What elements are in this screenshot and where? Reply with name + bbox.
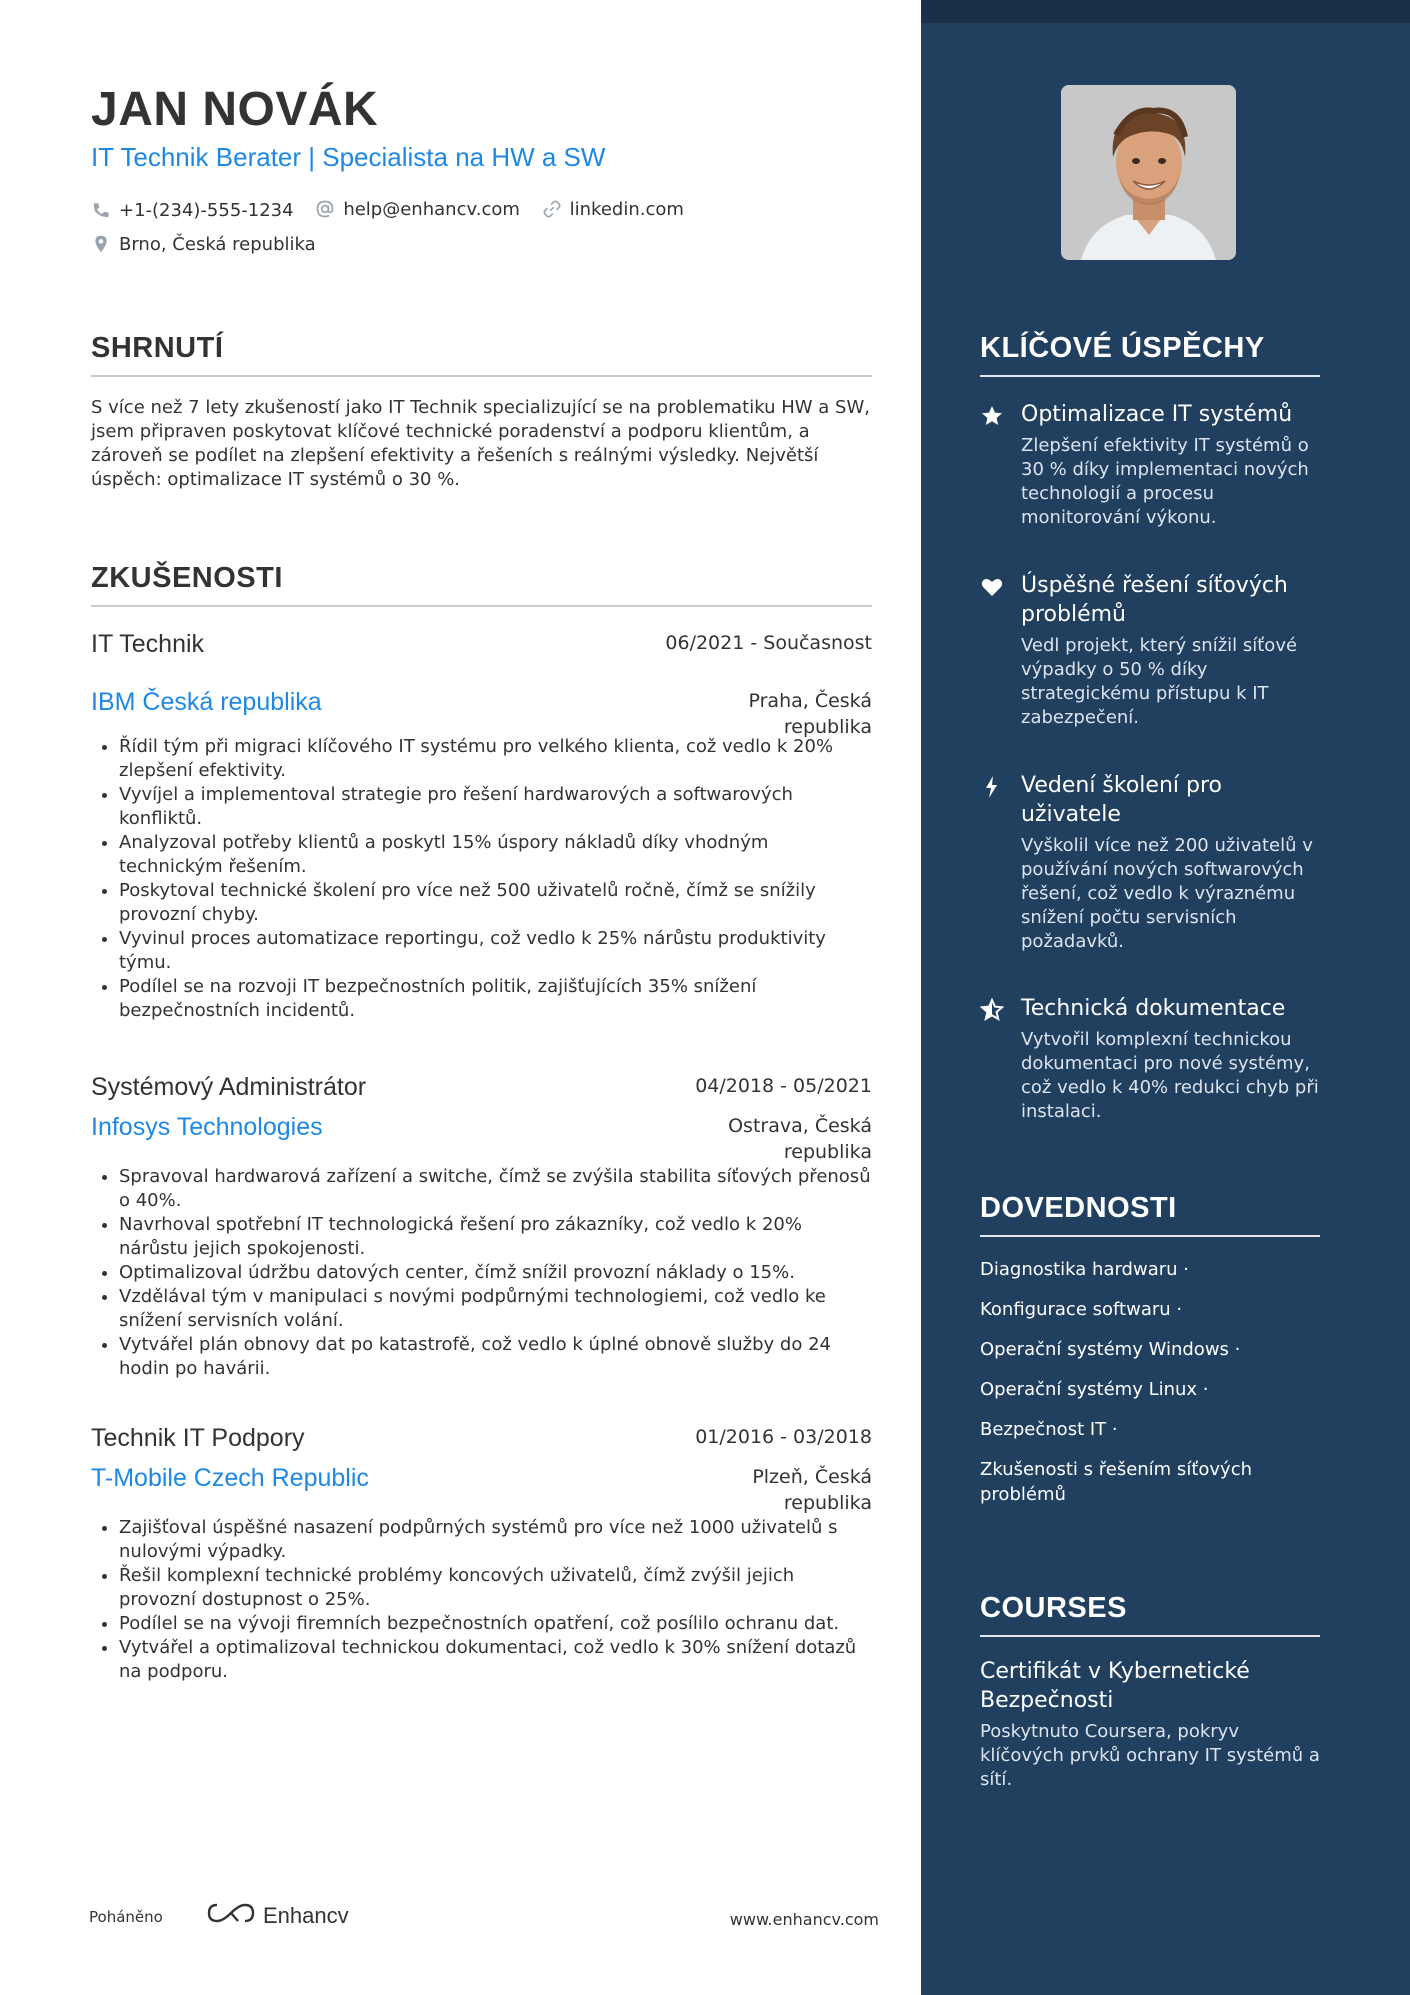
- course-desc: Poskytnuto Coursera, pokryv klíčových prvků ochrany IT systémů a sítí.: [980, 1721, 1320, 1790]
- course-title: Certifikát v Kybernetické Bezpečnosti: [980, 1659, 1250, 1713]
- job-bullet: • Zajišťoval úspěšné nasazení podpůrných systémů pro více než 1000 uživatelů s nulovými výpadky.: [119, 1516, 872, 1564]
- job-title: Systémový Administrátor: [91, 1073, 367, 1101]
- job-location: Praha, Česká republika: [748, 690, 872, 738]
- job-title: Technik IT Podpory: [91, 1424, 305, 1452]
- candidate-name: JAN NOVÁK: [91, 83, 379, 136]
- heart-icon: [980, 575, 1006, 601]
- achievements-section: [980, 332, 1320, 377]
- linkedin-text: linkedin.com: [569, 198, 684, 220]
- footer-brand-text: Enhancv: [263, 1903, 349, 1928]
- job-bullet: • Optimalizoval údržbu datových center, čímž snížil provozní náklady o 15%.: [119, 1261, 872, 1285]
- job-title: IT Technik: [91, 630, 205, 658]
- contact-info: [91, 196, 871, 259]
- skills-list: [980, 1257, 1320, 1507]
- job-company: T-Mobile Czech Republic: [91, 1464, 369, 1492]
- job-date: 06/2021 - Současnost: [665, 632, 872, 654]
- achievement-title: Optimalizace IT systémů: [1021, 402, 1293, 427]
- job-entry: [91, 1071, 872, 1381]
- job-location: Plzeň, Česká republika: [752, 1466, 872, 1514]
- skill-item: Konfigurace softwaru ·: [980, 1299, 1183, 1320]
- job-bullet: • Analyzoval potřeby klientů a poskytl 15% úspory nákladů díky vhodným technickým řešením.: [119, 831, 872, 879]
- skills-section: [980, 1192, 1320, 1522]
- job-bullet: • Vzdělával tým v manipulaci s novými podpůrnými technologiemi, což vedlo ke snížení servisních volání.: [119, 1285, 872, 1333]
- job-bullets: [91, 1165, 872, 1381]
- contact-email[interactable]: [315, 196, 520, 222]
- skill-item: Operační systémy Linux ·: [980, 1379, 1209, 1400]
- contact-phone[interactable]: [91, 197, 294, 223]
- achievement-item: [980, 571, 1320, 730]
- job-bullets: [91, 735, 872, 1023]
- email-text: help@enhancv.com: [343, 198, 520, 220]
- experience-section: [91, 562, 872, 607]
- job-bullet: • Vyvíjel a implementoval strategie pro řešení hardwarových a softwarových konfliktů.: [119, 783, 872, 831]
- contact-location: [91, 231, 316, 257]
- courses-heading: COURSES: [980, 1592, 1320, 1637]
- profile-photo: [1061, 85, 1236, 260]
- summary-section: [91, 332, 872, 492]
- achievement-desc: Zlepšení efektivity IT systémů o 30 % díky implementaci nových technologií a procesu monitorování výkonu.: [1021, 435, 1309, 528]
- job-bullet: • Poskytoval technické školení pro více než 500 uživatelů ročně, čímž se snížily provozní chyby.: [119, 879, 872, 927]
- job-bullet: • Navrhoval spotřební IT technologická řešení pro zákazníky, což vedlo k 20% nárůstu jejich spokojenosti.: [119, 1213, 872, 1261]
- job-date: 04/2018 - 05/2021: [695, 1075, 872, 1097]
- location-text: Brno, Česká republika: [119, 233, 316, 255]
- footer-powered-by: Poháněno: [89, 1908, 163, 1926]
- footer-url[interactable]: www.enhancv.com: [729, 1910, 879, 1929]
- summary-text: S více než 7 lety zkušeností jako IT Technik specializující se na problematiku HW a SW, jsem připraven poskytovat klíčové technické poradenství a podporu klientům, a zároveň se podílet na zlepšení efektivity a řešeních s reálnými výsledky. Největší úspěch: optimalizace IT systémů o 30 %.: [91, 397, 870, 490]
- job-bullet: • Spravoval hardwarová zařízení a switche, čímž se zvýšila stabilita síťových přenosů o 40%.: [119, 1165, 872, 1213]
- achievement-title: Technická dokumentace: [1021, 996, 1286, 1021]
- job-location: Ostrava, Česká republika: [728, 1115, 872, 1163]
- job-bullets: [91, 1516, 872, 1684]
- phone-icon: [91, 200, 111, 220]
- achievement-title: Vedení školení pro uživatele: [1021, 773, 1222, 827]
- achievement-desc: Vedl projekt, který snížil síťové výpadky o 50 % díky strategickému přístupu k IT zabezpečení.: [1021, 635, 1298, 728]
- summary-heading: SHRNUTÍ: [91, 332, 872, 377]
- job-entry: [91, 1422, 872, 1684]
- skills-heading: DOVEDNOSTI: [980, 1192, 1320, 1237]
- job-entry: [91, 628, 872, 1023]
- job-company: Infosys Technologies: [91, 1113, 323, 1141]
- job-bullet: • Vytvářel a optimalizoval technickou dokumentaci, což vedlo k 30% snížení dotazů na podporu.: [119, 1636, 872, 1684]
- courses-section: [980, 1592, 1320, 1792]
- achievements-heading: KLÍČOVÉ ÚSPĚCHY: [980, 332, 1320, 377]
- skill-item: Operační systémy Windows ·: [980, 1339, 1241, 1360]
- achievement-item: [980, 400, 1320, 530]
- star-half-icon: [980, 998, 1006, 1024]
- location-pin-icon: [91, 234, 111, 254]
- sidebar-top-band: [921, 0, 1410, 23]
- job-company: IBM Česká republika: [91, 688, 322, 716]
- achievement-desc: Vyškolil více než 200 uživatelů v používání nových softwarových řešení, což vedlo k výraznému snížení počtu servisních požadavků.: [1021, 835, 1313, 952]
- experience-heading: ZKUŠENOSTI: [91, 562, 872, 607]
- job-bullet: • Řídil tým při migraci klíčového IT systému pro velkého klienta, což vedlo k 20% zlepšení efektivity.: [119, 735, 872, 783]
- link-icon: [542, 199, 562, 219]
- enhancv-logo-icon: [207, 1901, 255, 1931]
- job-bullet: • Podílel se na vývoji firemních bezpečnostních opatření, což posílilo ochranu dat.: [119, 1612, 872, 1636]
- skill-item: Zkušenosti s řešením síťových problémů: [980, 1459, 1252, 1505]
- achievement-title: Úspěšné řešení síťových problémů: [1021, 573, 1288, 627]
- footer-brand-logo[interactable]: [207, 1901, 349, 1931]
- job-bullet: • Vytvářel plán obnovy dat po katastrofě, což vedlo k úplné obnově služby do 24 hodin po havárii.: [119, 1333, 872, 1381]
- phone-text: +1-(234)-555-1234: [119, 199, 294, 221]
- job-date: 01/2016 - 03/2018: [695, 1426, 872, 1448]
- lightning-icon: [980, 775, 1006, 801]
- at-icon: [315, 199, 335, 219]
- job-bullet: • Podílel se na rozvoji IT bezpečnostních politik, zajišťujících 35% snížení bezpečnostních incidentů.: [119, 975, 872, 1023]
- job-bullet: • Řešil komplexní technické problémy koncových uživatelů, čímž zvýšil jejich provozní dostupnost o 25%.: [119, 1564, 872, 1612]
- achievement-item: [980, 771, 1320, 954]
- achievement-desc: Vytvořil komplexní technickou dokumentaci pro nové systémy, což vedlo k 40% redukci chyb při instalaci.: [1021, 1029, 1319, 1122]
- sidebar: [921, 0, 1410, 1995]
- contact-linkedin[interactable]: [542, 196, 684, 222]
- achievement-item: [980, 994, 1320, 1124]
- candidate-headline: IT Technik Berater | Specialista na HW a SW: [91, 142, 606, 172]
- star-icon: [980, 404, 1006, 430]
- avatar: [1061, 85, 1236, 260]
- job-bullet: • Vyvinul proces automatizace reportingu, což vedlo k 25% nárůstu produktivity týmu.: [119, 927, 872, 975]
- skill-item: Diagnostika hardwaru ·: [980, 1259, 1189, 1280]
- skill-item: Bezpečnost IT ·: [980, 1419, 1118, 1440]
